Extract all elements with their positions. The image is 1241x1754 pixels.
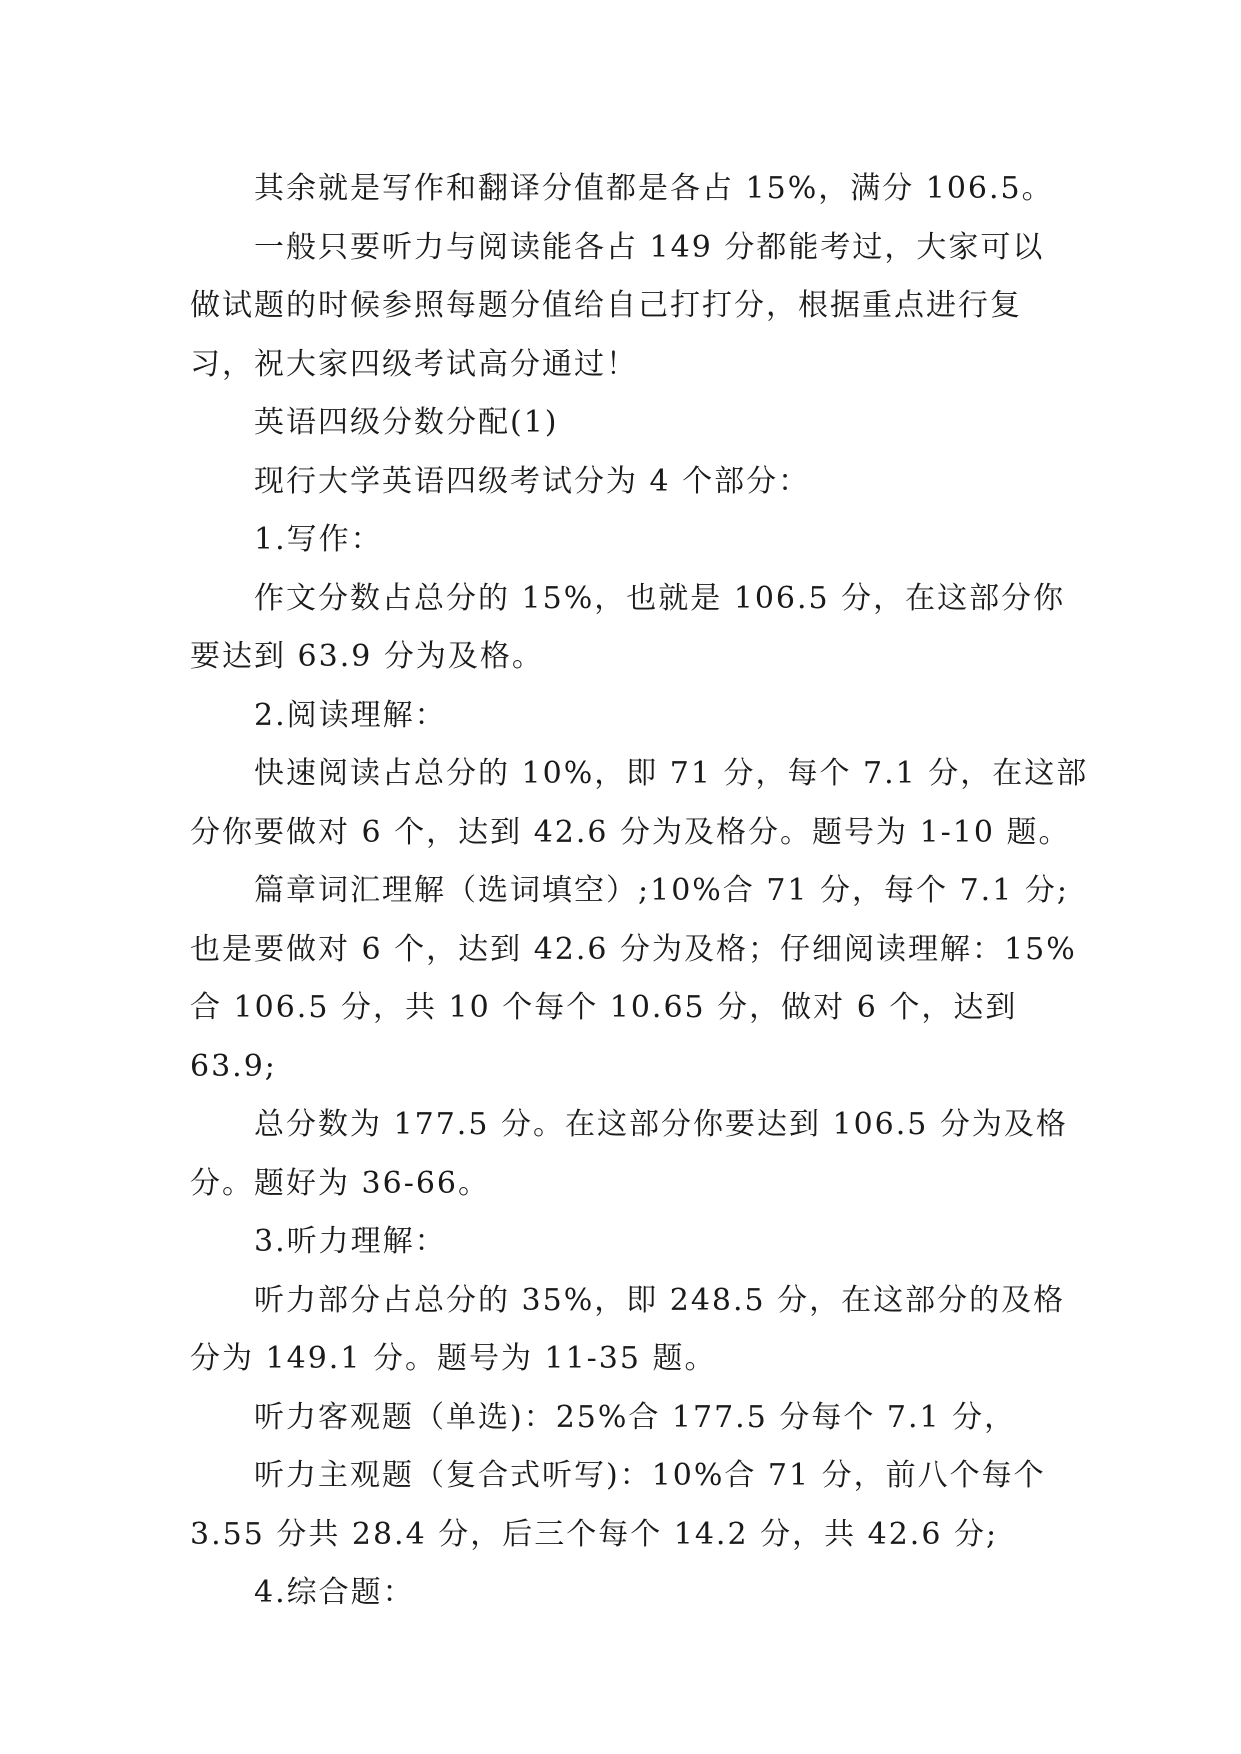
paragraph-listening-objective: 听力客观题（单选)：25%合 177.5 分每个 7.1 分， [254, 1399, 1017, 1435]
paragraph-reading-total: 总分数为 177.5 分。在这部分你要达到 106.5 分为及格 分。题好为 36-66。 [190, 1107, 1068, 1201]
paragraph-intro: 现行大学英语四级考试分为 4 个部分： [254, 463, 811, 499]
document-body [190, 160, 1090, 1623]
paragraph-passing-advice: 一般只要听力与阅读能各占 149 分都能考过，大家可以 做试题的时候参照每题分值给自己打打分，根据重点进行复 习，祝大家四级考试高分通过！ [190, 229, 1045, 382]
heading-writing: 1.写作： [254, 522, 383, 557]
paragraph-vocabulary-reading: 篇章词汇理解（选词填空）;10%合 71 分，每个 7.1 分; 也是要做对 6 个，达到 42.6 分为及格；仔细阅读理解：15% 合 106.5 分，共 10 个每个 10.65 分，做对 6 个，达到 63.9; [190, 873, 1077, 1084]
heading-comprehensive: 4.综合题： [254, 1575, 415, 1610]
paragraph-listening: 听力部分占总分的 35%，即 248.5 分，在这部分的及格 分为 149.1 分。题号为 11-35 题。 [190, 1282, 1066, 1376]
paragraph-fast-reading: 快速阅读占总分的 10%，即 71 分，每个 7.1 分，在这部 分你要做对 6 个，达到 42.6 分为及格分。题号为 1-10 题。 [190, 756, 1089, 850]
paragraph-listening-subjective: 听力主观题（复合式听写)：10%合 71 分，前八个每个 3.55 分共 28.4 分，后三个每个 14.2 分，共 42.6 分; [190, 1458, 1046, 1552]
paragraph-total-score: 其余就是写作和翻译分值都是各占 15%，满分 106.5。 [254, 171, 1054, 206]
heading-listening: 3.听力理解： [254, 1224, 447, 1259]
heading-reading: 2.阅读理解： [254, 697, 447, 733]
section-heading: 英语四级分数分配(1) [254, 405, 559, 440]
paragraph-writing: 作文分数占总分的 15%，也就是 106.5 分，在这部分你 要达到 63.9 分为及格。 [190, 580, 1066, 674]
